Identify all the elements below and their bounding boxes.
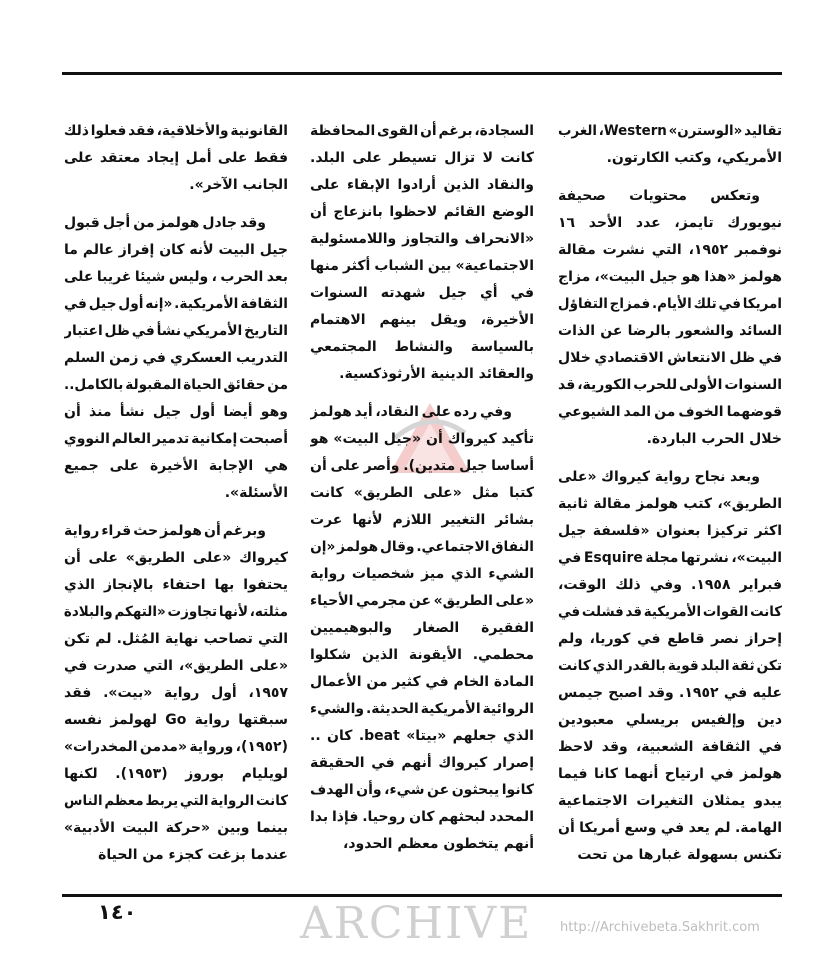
text-line: وفي رده على النقاد، أيد هولمز	[310, 404, 512, 420]
text-line: النفاق الاجتماعي. وقال هولمز «إن	[310, 539, 534, 555]
text-line: في الثقافة الشعبية، وقد لاحظ	[558, 739, 782, 755]
text-line: نوفمبر ١٩٥٢، التي نشرت مقالة	[558, 242, 782, 258]
text-line: الأسئلة».	[224, 485, 288, 501]
text-line: كانت لا تزال تسيطر على البلد.	[310, 150, 534, 166]
text-line: البيت»، نشرتها مجلة Esquire في	[558, 550, 782, 566]
text-line: فبراير ١٩٥٨. وفي ذلك الوقت،	[558, 577, 782, 593]
text-line: وتعكس محتويات صحيفة	[558, 188, 760, 204]
text-line: امريكا في تلك الأيام. فمزاج التفاؤل	[558, 296, 782, 312]
text-line: الروائية الأمريكية الحديثة. والشيء	[310, 701, 534, 717]
text-line: يبدو يمثلان التغيرات الاجتماعية	[558, 793, 782, 809]
text-line: الاجتماعية» بين الشباب أكثر منها	[310, 258, 534, 274]
text-line: هي الإجابة الأخيرة على جميع	[64, 458, 288, 474]
text-line: أساسا جيل متدين). وأصر على أن	[310, 458, 534, 474]
text-line: المحدد لبحثهم كان روحيا. فإذا بدا	[310, 809, 534, 825]
text-line: في أي جيل شهدته السنوات	[310, 285, 534, 301]
text-line: ١٩٥٧، أول رواية «بيت». فقد	[64, 685, 288, 701]
text-line: في ظل الانتعاش الاقتصادي خلال	[558, 350, 782, 366]
text-line: عليه في ١٩٥٢. وقد اصبح جيمس	[558, 685, 782, 701]
text-line: وبرغم أن هولمز حث قراء رواية	[64, 523, 266, 539]
text-line: السنوات الأولى للحرب الكورية، قد	[558, 377, 782, 393]
text-line: دين وإلفيس بريسلي معبودين	[558, 712, 782, 728]
text-line: الهامة. لم يعد في وسع أمريكا أن	[558, 820, 782, 836]
text-line: الثقافة الأمريكية. «إنه أول جيل في	[64, 296, 288, 312]
text-line: مثلته، لأنها تجاوزت «التهكم والبلادة	[64, 604, 288, 620]
text-line: القانونية والأخلاقية، فقد فعلوا ذلك	[64, 123, 288, 139]
paragraph	[64, 118, 288, 199]
page-number: ١٤٠	[98, 900, 137, 924]
text-line: الوضع القائم لاحظوا بانزعاج أن	[310, 204, 534, 220]
text-line: قوضهما الخوف من المد الشيوعي	[558, 404, 782, 420]
text-line: الأخيرة، ويقل بينهم الاهتمام	[310, 312, 534, 328]
text-line: كانت القوات الأمريكية قد فشلت في	[558, 604, 782, 620]
text-line: كتبا مثل «على الطريق» كانت	[310, 485, 534, 501]
text-line: خلال الحرب الباردة.	[646, 431, 782, 447]
text-line: الشيء الذي ميز شخصيات رواية	[310, 566, 534, 582]
text-line: الفقيرة الصغار والبوهيميين	[310, 620, 534, 636]
paragraph	[310, 399, 534, 858]
text-line: لويليام بوروز (١٩٥٣). لكنها	[64, 766, 288, 782]
text-line: وهو أيضا أول جيل نشأ منذ أن	[64, 404, 288, 420]
text-line: يحتفوا بها احتفاء بالإنجاز الذي	[64, 577, 288, 593]
text-line: تقاليد «الوسترن» Western، الغرب	[558, 123, 782, 139]
text-line: إحراز نصر قاطع في كوريا، ولم	[558, 631, 782, 647]
watermark-text: ARCHIVE	[300, 898, 533, 949]
text-line: أنهم يتخطون معظم الحدود،	[343, 836, 534, 852]
column-right	[558, 118, 782, 880]
text-line: (١٩٥٢)، ورواية «مدمن المخدرات»	[64, 739, 288, 755]
bottom-rule	[62, 894, 782, 897]
text-line: تكن ثقة البلد قوية بالقدر الذي كانت	[558, 658, 782, 674]
watermark-url: http://Archivebeta.Sakhrit.com	[560, 920, 760, 935]
text-line: الجانب الآخر».	[189, 177, 288, 193]
text-line: كيرواك «على الطريق» على أن	[64, 550, 288, 566]
text-line: سبقتها رواية Go لهولمز نفسه	[64, 712, 288, 728]
text-line: جيل البيت لأنه كان إفراز عالم ما	[64, 242, 288, 258]
text-line: بينما وبين «حركة البيت الأدبية»	[64, 820, 288, 836]
text-line: السائد والشعور بالرضا عن الذات	[558, 323, 782, 339]
text-line: من حقائق الحياة المقبولة بالكامل..	[64, 377, 288, 393]
text-line: تأكيد كيرواك أن «جيل البيت» هو	[310, 431, 534, 447]
text-line: السجادة، برغم أن القوى المحافظة	[310, 123, 534, 139]
text-line: التاريخ الأمريكي نشأ في ظل اعتبار	[64, 323, 288, 339]
text-line: والنقاد الذين أرادوا الإبقاء على	[310, 177, 534, 193]
paragraph	[558, 183, 782, 453]
text-line: نيويورك تايمز، عدد الأحد ١٦	[558, 215, 782, 231]
text-line: التي تصاحب نهاية المُثل. لم تكن	[64, 631, 288, 647]
text-line: بعد الحرب ، وليس شيئا غريبا على	[64, 269, 288, 285]
text-line: فقط على أمل إيجاد معتقد على	[64, 150, 288, 166]
text-line: وبعد نجاح رواية كيرواك «على	[558, 469, 760, 485]
text-line: عندما بزغت كجزء من الحياة	[98, 847, 288, 863]
top-rule	[62, 72, 782, 75]
text-line: تكنس بسهولة غبارها من تحت	[577, 847, 782, 863]
text-line: محطمي. الأيقونة الذين شكلوا	[310, 647, 534, 663]
paragraph	[310, 118, 534, 388]
text-line: كانت الرواية التي يربط معظم الناس	[64, 793, 288, 809]
paragraph	[558, 464, 782, 869]
text-line: بالسياسة والنشاط المجتمعي	[310, 339, 534, 355]
paragraph	[64, 518, 288, 869]
text-line: أصبحت إمكانية تدمير العالم النووي	[64, 431, 288, 447]
text-line: وقد جادل هولمز من أجل قبول	[64, 215, 266, 231]
column-middle	[310, 118, 534, 869]
paragraph	[64, 210, 288, 507]
text-line: الطريق»، كتب هولمز مقالة ثانية	[558, 496, 782, 512]
column-left	[64, 118, 288, 880]
text-line: المادة الخام في كثير من الأعمال	[310, 674, 534, 690]
text-line: الذي جعلهم «بيتا» beat. كان ..	[310, 728, 534, 744]
text-line: اكثر تركيزا بعنوان «فلسفة جيل	[558, 523, 782, 539]
text-line: بشائر التغيير اللازم لأنها عرت	[310, 512, 534, 528]
text-line: التدريب العسكري في زمن السلم	[64, 350, 288, 366]
text-line: إصرار كيرواك أنهم في الحقيقة	[310, 755, 534, 771]
text-line: الأمريكي، وكتب الكارتون.	[606, 150, 782, 166]
paragraph	[558, 118, 782, 172]
text-line: هولمز في ارتياح أنهما كانا فيما	[558, 766, 782, 782]
text-line: هولمز «هذا هو جيل البيت»، مزاج	[558, 269, 782, 285]
text-line: «على الطريق» عن مجرمي الأحياء	[310, 593, 534, 609]
text-line: والعقائد الدينية الأرثوذكسية.	[339, 366, 534, 382]
text-line: كانوا يبحثون عن شيء، وأن الهدف	[310, 782, 534, 798]
text-line: «على الطريق»، التي صدرت في	[64, 658, 288, 674]
text-line: «الانحراف والتجاوز واللامسئولية	[310, 231, 534, 247]
